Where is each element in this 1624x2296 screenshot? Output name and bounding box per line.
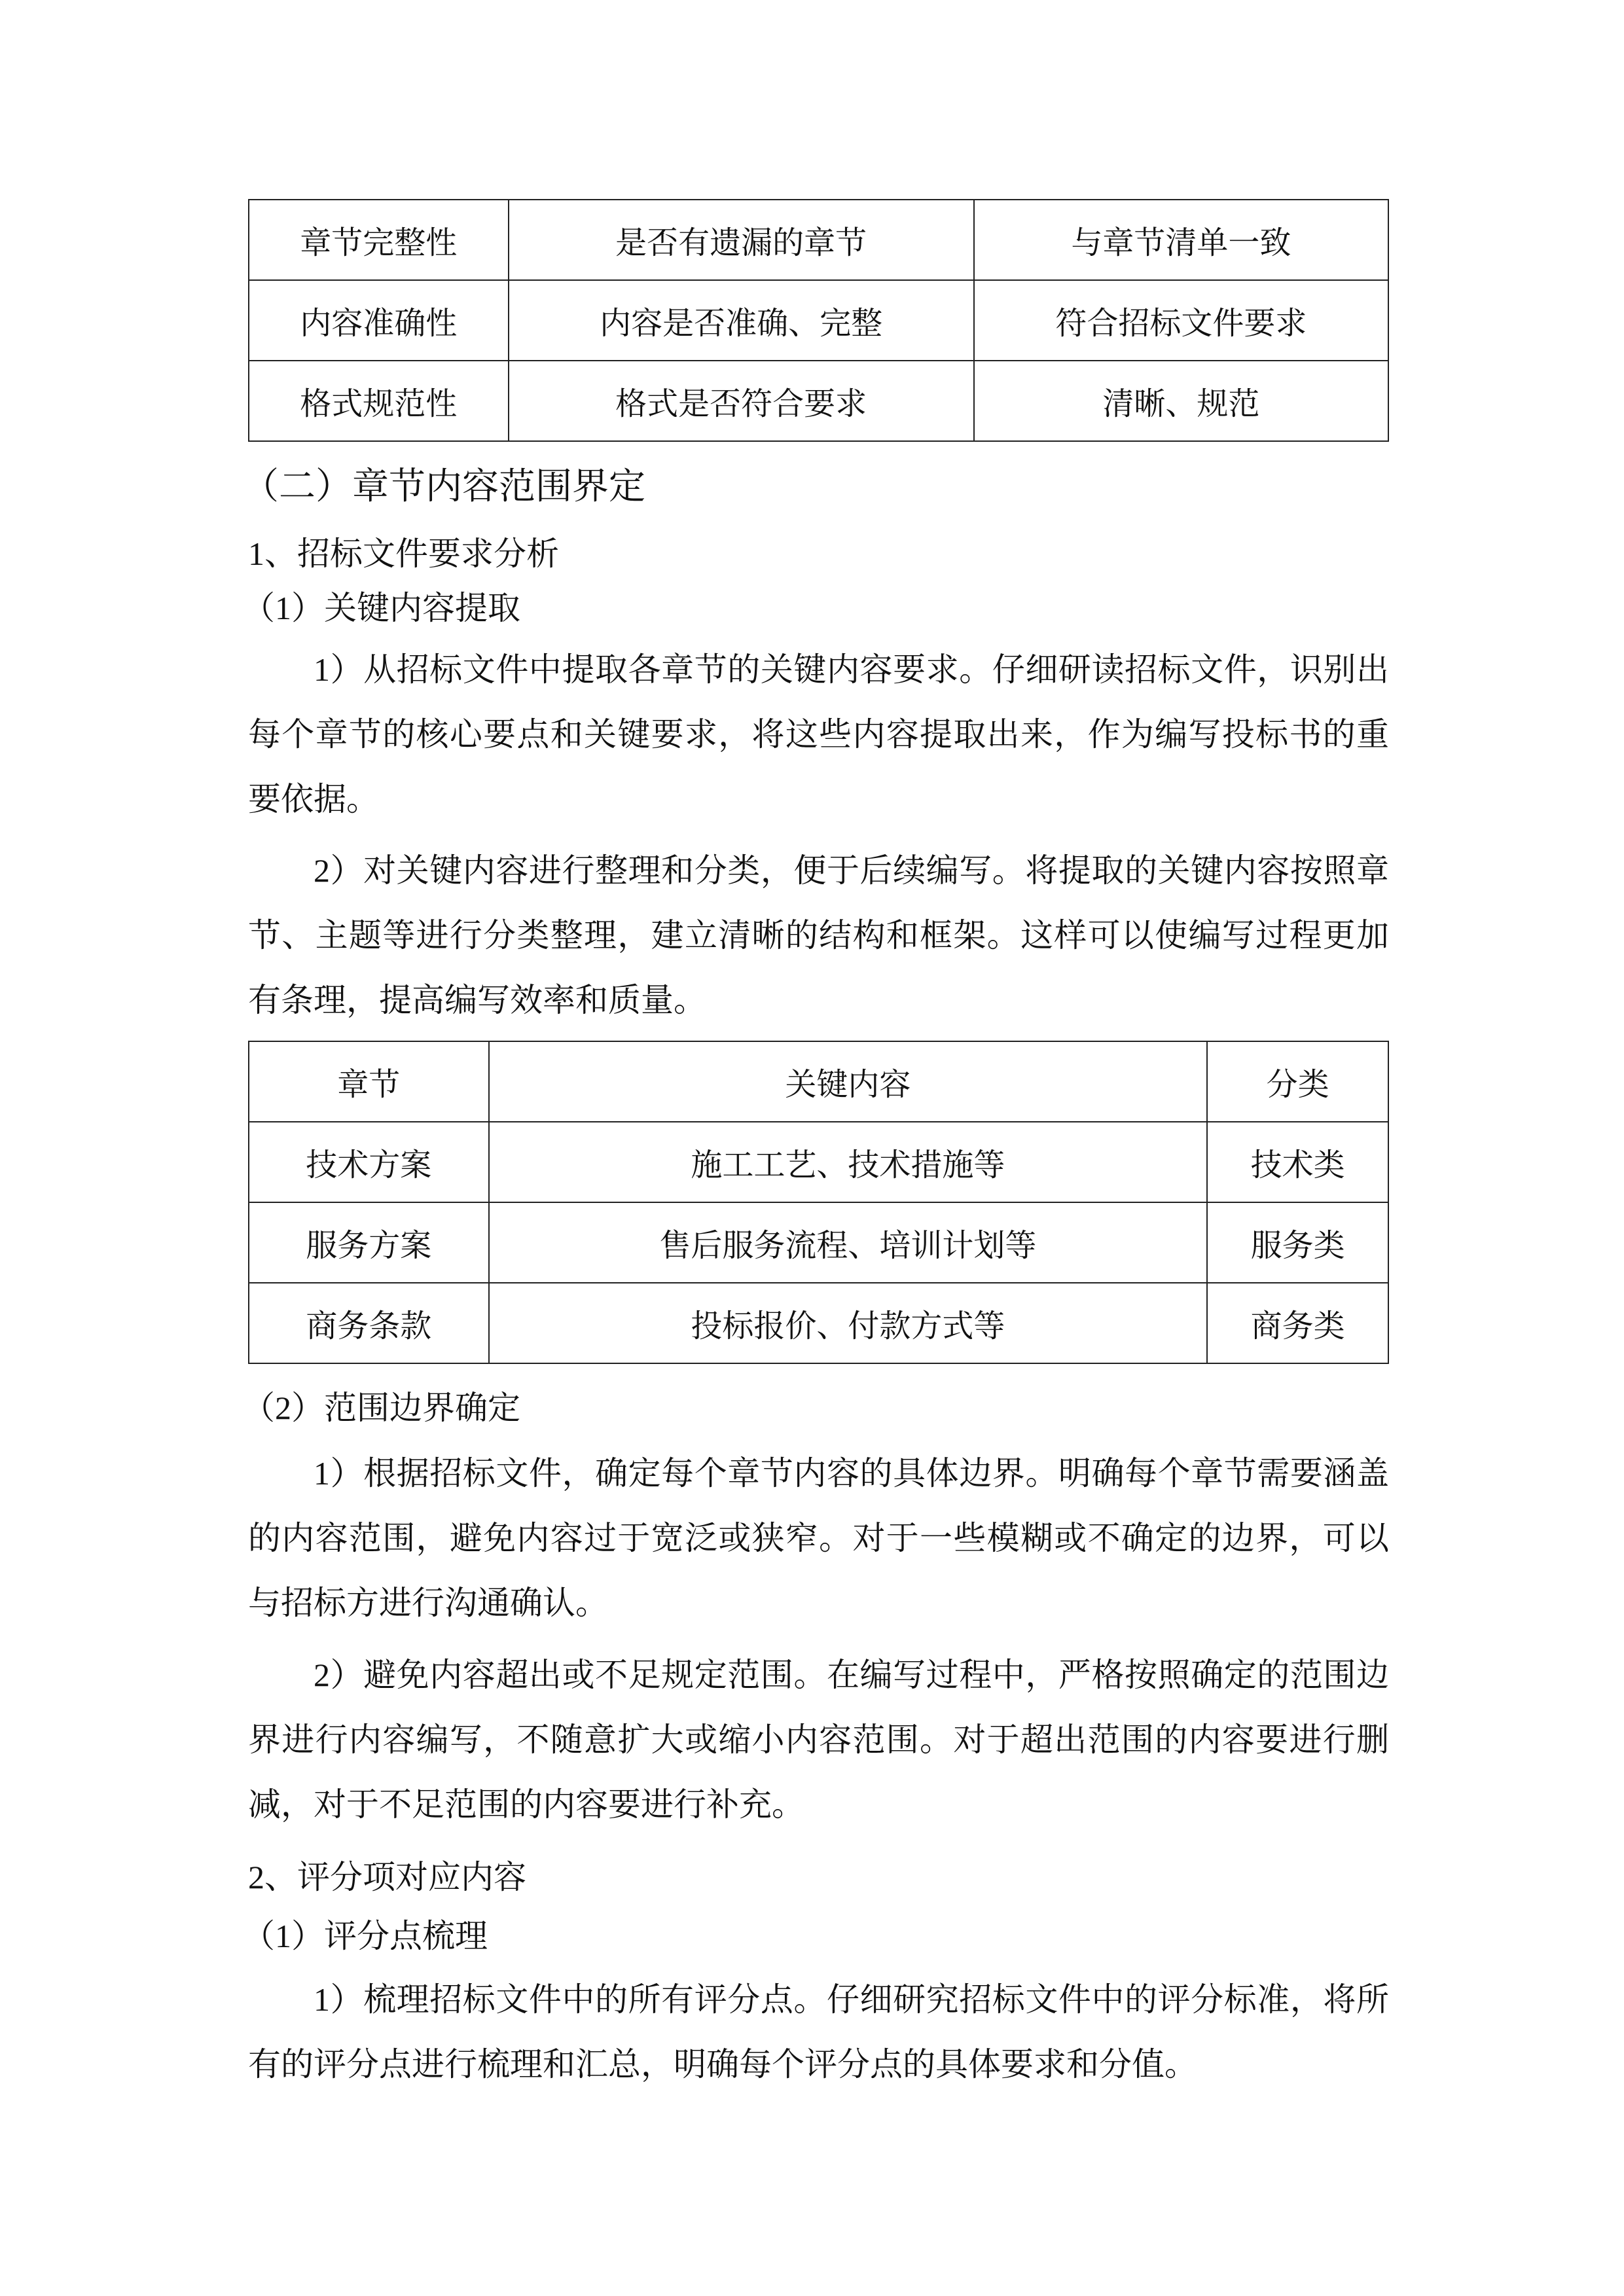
subheading: 1、招标文件要求分析 xyxy=(248,535,559,572)
subheading: 2、评分项对应内容 xyxy=(248,1859,526,1895)
paragraph-line: 1）梳理招标文件中的所有评分点。仔细研究招标文件中的评分标准，将所 xyxy=(314,1981,1389,2018)
table-cell: 技术方案 xyxy=(249,1122,489,1202)
table-cell: 分类 xyxy=(1207,1041,1388,1122)
table-cell: 章节完整性 xyxy=(249,200,509,280)
table-row xyxy=(249,280,1388,361)
paragraph-line: 减，对于不足范围的内容要进行补充。 xyxy=(248,1786,804,1823)
paragraph-line: 有的评分点进行梳理和汇总，明确每个评分点的具体要求和分值。 xyxy=(248,2046,1197,2083)
table-cell: 售后服务流程、培训计划等 xyxy=(489,1202,1208,1283)
subheading: （1）关键内容提取 xyxy=(242,590,520,626)
paragraph-line: 每个章节的核心要点和关键要求，将这些内容提取出来，作为编写投标书的重 xyxy=(248,716,1389,753)
table-row xyxy=(249,1122,1388,1202)
table-cell: 施工工艺、技术措施等 xyxy=(489,1122,1208,1202)
table-cell: 章节 xyxy=(249,1041,489,1122)
table-row xyxy=(249,361,1388,441)
paragraph-line: 节、主题等进行分类整理，建立清晰的结构和框架。这样可以使编写过程更加 xyxy=(248,917,1389,954)
paragraph-line: 界进行内容编写，不随意扩大或缩小内容范围。对于超出范围的内容要进行删 xyxy=(248,1721,1389,1758)
table-cell: 服务类 xyxy=(1207,1202,1388,1283)
criteria-table xyxy=(248,199,1389,442)
table-cell: 内容准确性 xyxy=(249,280,509,361)
section-heading: （二）章节内容范围界定 xyxy=(242,467,645,507)
table-cell: 清晰、规范 xyxy=(974,361,1388,441)
paragraph-line: 2）对关键内容进行整理和分类，便于后续编写。将提取的关键内容按照章 xyxy=(314,852,1389,889)
key-content-table xyxy=(248,1041,1389,1364)
table-cell: 技术类 xyxy=(1207,1122,1388,1202)
paragraph-line: 2）避免内容超出或不足规定范围。在编写过程中，严格按照确定的范围边 xyxy=(314,1657,1389,1693)
table-cell: 符合招标文件要求 xyxy=(974,280,1388,361)
table-cell: 关键内容 xyxy=(489,1041,1208,1122)
paragraph-line: 的内容范围，避免内容过于宽泛或狭窄。对于一些模糊或不确定的边界，可以 xyxy=(248,1520,1389,1556)
subheading: （2）范围边界确定 xyxy=(242,1390,520,1426)
table-cell: 与章节清单一致 xyxy=(974,200,1388,280)
table-row xyxy=(249,1283,1388,1363)
table-row xyxy=(249,1041,1388,1122)
table-cell: 商务类 xyxy=(1207,1283,1388,1363)
table-cell: 投标报价、付款方式等 xyxy=(489,1283,1208,1363)
paragraph-line: 1）根据招标文件，确定每个章节内容的具体边界。明确每个章节需要涵盖 xyxy=(314,1455,1389,1492)
table-cell: 服务方案 xyxy=(249,1202,489,1283)
paragraph-line: 要依据。 xyxy=(248,781,379,817)
paragraph-line: 有条理，提高编写效率和质量。 xyxy=(248,982,706,1018)
table-cell: 商务条款 xyxy=(249,1283,489,1363)
table-row xyxy=(249,200,1388,280)
table-cell: 格式规范性 xyxy=(249,361,509,441)
paragraph-line: 1）从招标文件中提取各章节的关键内容要求。仔细研读招标文件，识别出 xyxy=(314,651,1389,688)
table-cell: 是否有遗漏的章节 xyxy=(509,200,974,280)
table-cell: 内容是否准确、完整 xyxy=(509,280,974,361)
table-cell: 格式是否符合要求 xyxy=(509,361,974,441)
subheading: （1）评分点梳理 xyxy=(242,1918,488,1954)
table-row xyxy=(249,1202,1388,1283)
paragraph-line: 与招标方进行沟通确认。 xyxy=(248,1585,608,1621)
